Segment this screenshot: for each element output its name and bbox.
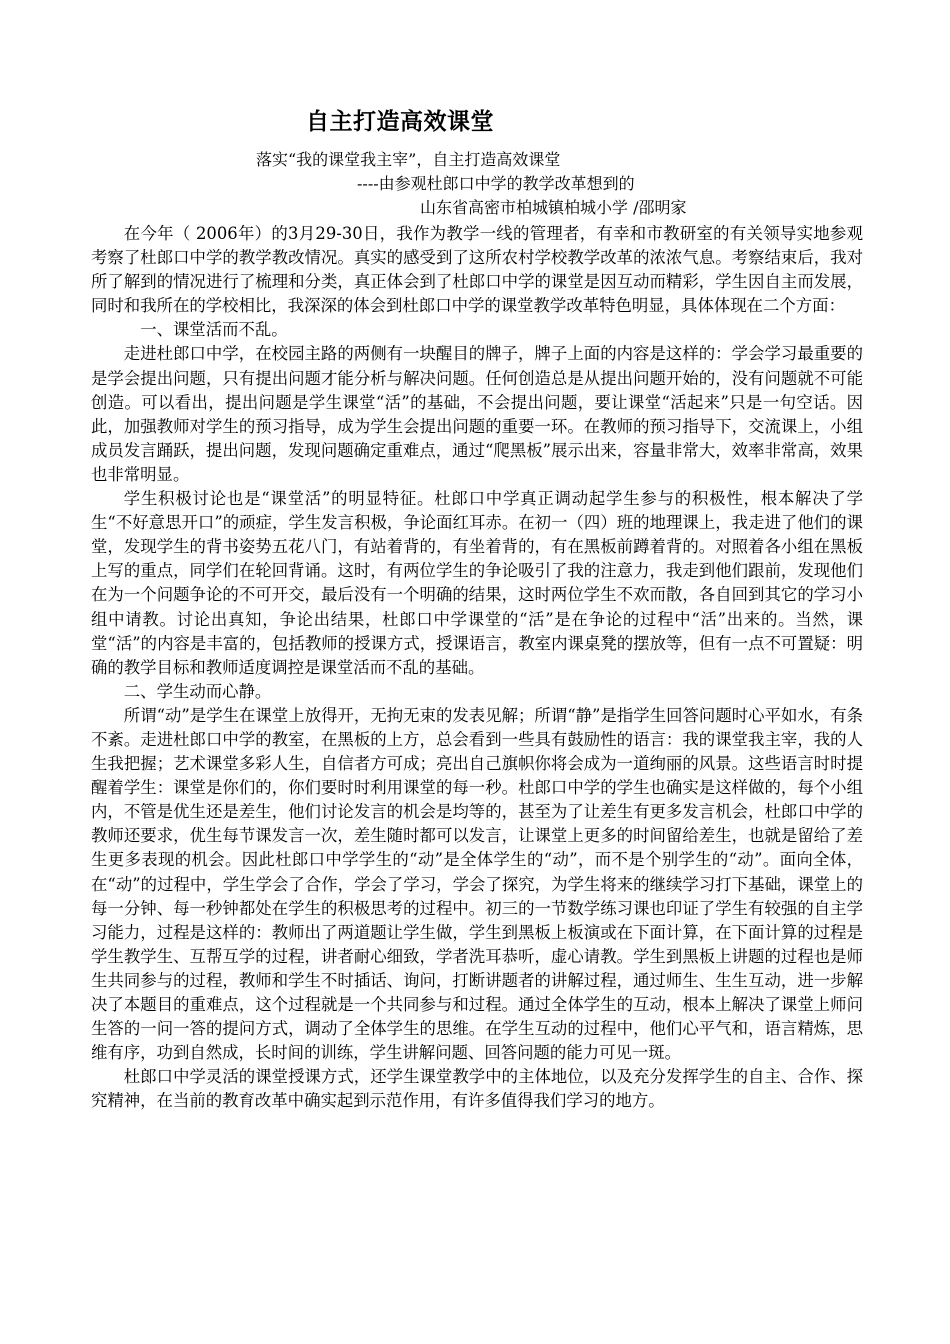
- body-paragraph: 走进杜郎口中学，在校园主路的两侧有一块醒目的牌子，牌子上面的内容是这样的：学会学习最重要的是学会提出问题，只有提出问题才能分析与解决问题。任何创造总是从提出问题开始的，没有问题就不可能创造。可以看出，提出问题是学生课堂“活”的基础，不会提出问题，要让课堂“活起来”只是一句空话。因此，加强教师对学生的预习指导，成为学生会提出问题的重要一环。在教师的预习指导下，交流课上，小组成员发言踊跃，提出问题，发现问题确定重难点，通过“爬黑板”展示出来，容量非常大，效率非常高，效果也非常明显。: [91, 344, 863, 484]
- body-paragraph: 在今年（ 2006年）的3月29-30日，我作为教学一线的管理者，有幸和市教研室的有关领导实地参观考察了杜郎口中学的教学教改情况。真实的感受到了这所农村学校教学改革的浓浓气息。考察结束后，我对所了解到的情况进行了梳理和分类，真正体会到了杜郎口中学的课堂是因互动而精彩，学生因自主而发展，同时和我所在的学校相比，我深深的体会到杜郎口中学的课堂教学改革特色明显，具体体现在二个方面：: [91, 224, 863, 316]
- document-title: 自主打造高效课堂: [306, 109, 494, 135]
- body-paragraph: 所谓“动”是学生在课堂上放得开，无拘无束的发表见解；所谓“静”是指学生回答问题时心平如水，有条不紊。走进杜郎口中学的教室，在黑板的上方，总会看到一些具有鼓励性的语言：我的课堂我主宰，我的人生我把握；艺术课堂多彩人生，自信者方可成；亮出自己旗帜你将会成为一道绚丽的风景。这些语言时时提醒着学生：课堂是你们的，你们要时时利用课堂的每一秒。杜郎口中学的学生也确实是这样做的，每个小组内，不管是优生还是差生，他们讨论发言的机会是均等的，甚至为了让差生有更多发言机会，杜郎口中学的教师还要求，优生每节课发言一次，差生随时都可以发言，让课堂上更多的时间留给差生，也就是留给了差生更多表现的机会。因此杜郎口中学学生的“动”是全体学生的“动”，而不是个别学生的“动”。面向全体，在“动”的过程中，学生学会了合作，学会了学习，学会了探究，为学生将来的继续学习打下基础，课堂上的每一分钟、每一秒钟都处在学生的积极思考的过程中。初三的一节数学练习课也印证了学生有较强的自主学习能力，过程是这样的：教师出了两道题让学生做，学生到黑板上板演或在下面计算，在下面计算的过程是学生教学生、互帮互学的过程，讲者耐心细致，学者洗耳恭听，虚心请教。学生到黑板上讲题的过程也是师生共同参与的过程，教师和学生不时插话、询问，打断讲题者的讲解过程，通过师生、生生互动，进一步解决了本题目的重难点，这个过程就是一个共同参与和过程。通过全体学生的互动，根本上解决了课堂上师问生答的一问一答的提问方式，调动了全体学生的思维。在学生互动的过程中，他们心平气和，语言精炼，思维有序，功到自然成，长时间的训练，学生讲解问题、回答问题的能力可见一斑。: [91, 705, 863, 1063]
- section-heading: 一、课堂活而不乱。: [140, 320, 288, 340]
- section-heading: 二、学生动而心静。: [123, 681, 272, 701]
- document-author: 山东省高密市柏城镇柏城小学 /邵明家: [420, 198, 687, 217]
- document-subtitle: 落实“我的课堂我主宰”，自主打造高效课堂: [256, 150, 561, 169]
- body-paragraph: 学生积极讨论也是“课堂活”的明显特征。杜郎口中学真正调动起学生参与的积极性，根本解决了学生“不好意思开口”的顽症，学生发言积极，争论面红耳赤。在初一（四）班的地理课上，我走进了他们的课堂，发现学生的背书姿势五花八门，有站着背的，有坐着背的，有在黑板前蹲着背的。对照着各小组在黑板上写的重点，同学们在轮回背诵。这时，有两位学生的争论吸引了我的注意力，我走到他们跟前，发现他们在为一个问题争论的不可开交，最后没有一个明确的结果，这时两位学生不欢而散，各自回到其它的学习小组中请教。讨论出真知，争论出结果，杜郎口中学课堂的“活”是在争论的过程中“活”出来的。当然，课堂“活”的内容是丰富的，包括教师的授课方式，授课语言，教室内课桌凳的摆放等，但有一点不可置疑：明确的教学目标和教师适度调控是课堂活而不乱的基础。: [91, 489, 863, 677]
- document-source-line: ----由参观杜郎口中学的教学改革想到的: [357, 174, 635, 193]
- document-body: [91, 222, 863, 1113]
- body-paragraph: 杜郎口中学灵活的课堂授课方式，还学生课堂教学中的主体地位，以及充分发挥学生的自主、合作、探究精神，在当前的教育改革中确实起到示范作用，有许多值得我们学习的地方。: [91, 1067, 863, 1111]
